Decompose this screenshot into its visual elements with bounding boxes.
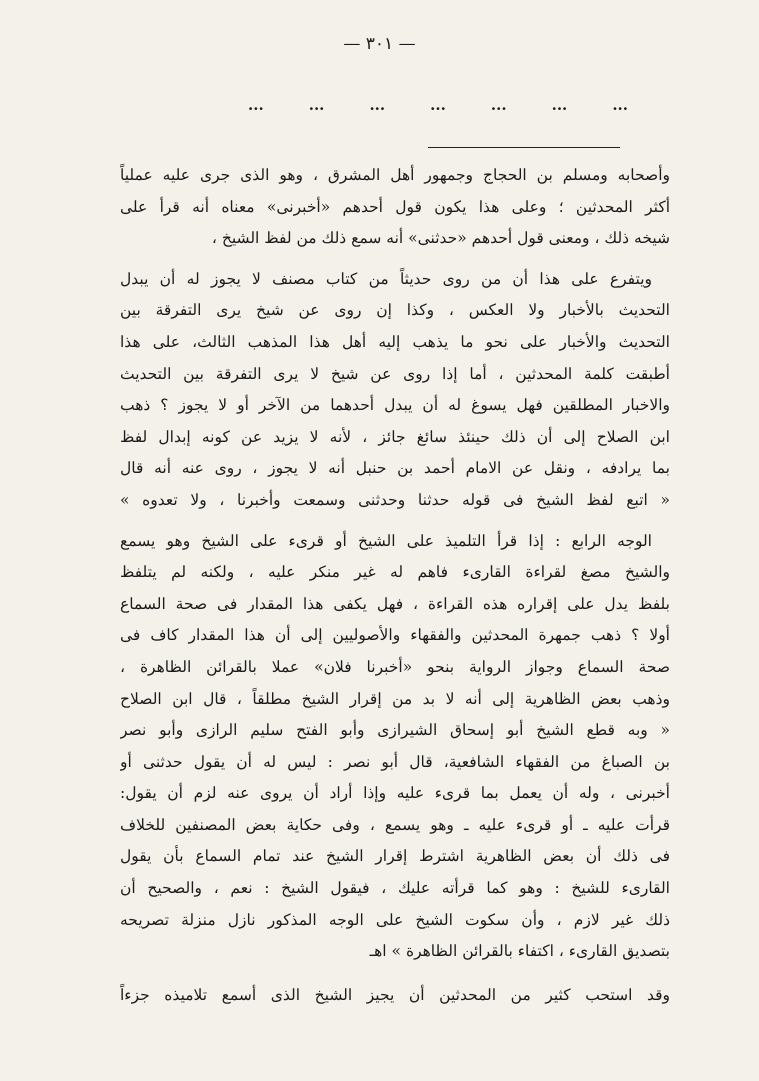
paragraph xyxy=(120,980,670,1012)
ellipsis-mark: ... xyxy=(551,96,568,114)
body-text xyxy=(120,160,670,1011)
text-line: الوجه الرابع : إذا قرأ التلميذ على الشيخ أو قرىء على الشيخ وهو يسمع xyxy=(120,531,652,550)
text-line: وذهب بعض الظاهرية إلى أنه لا بد من إقرار الشيخ مطلقاً ، قال ابن الصلاح xyxy=(120,689,670,708)
text-line: قرأت عليه ـ أو قرىء عليه ـ وهو يسمع ، وفى حكاية بعض المصنفين للخلاف xyxy=(120,815,670,834)
text-line: بما يرادفه ، ونقل عن الامام أحمد بن حنبل أنه لا يجوز ، روى عنه أنه قال xyxy=(120,459,670,478)
text-line: التحديث بالأخبار ولا العكس ، وكذا إن روى عن شيخ يرى التفرقة بين xyxy=(120,301,670,320)
text-line: وقد استحب كثير من المحدثين أن يجيز الشيخ الذى أسمع تلاميذه جزءاً xyxy=(120,985,670,1004)
ellipsis-mark: ... xyxy=(248,96,264,114)
text-line: بلفظ يدل على إقراره هذه القراءة ، فهل يكفى هذا المقدار فى صحة السماع xyxy=(120,594,670,613)
text-line: أطبقت كلمة المحدثين ، أما إذا روى عن شيخ لا يرى التفرقة بين التحديث xyxy=(120,364,670,383)
text-line: فى ذلك أن بعض الظاهرية اشترط إقرار الشيخ عند تمام السماع بأن يقول xyxy=(120,847,670,866)
text-line: ويتفرع على هذا أن من روى حديثاً من كتاب مصنف لا يجوز له أن يبدل xyxy=(120,269,652,288)
text-line: أخبرنى ، وله أن يعمل بما قرىء عليه وإذا أراد أن يروى عنه لزم أن يقول: xyxy=(120,784,670,803)
text-line: بتصديق القارىء ، اكتفاء بالقرائن الظاهرة » اهـ xyxy=(369,942,670,961)
text-line: أكثر المحدثين ؛ وعلى هذا يكون قول أحدهم «أخبرنى» معناه أنه قرأ على xyxy=(120,197,670,216)
text-line: القارىء للشيخ : وهو كما قرأته عليك ، فيقول الشيخ : نعم ، والصحيح أن xyxy=(120,879,670,898)
text-line: « اتبع لفظ الشيخ فى قوله حدثنا وحدثنى وسمعت وأخبرنا ، ولا تعدوه » xyxy=(120,490,670,509)
text-line: شيخه ذلك ، ومعنى قول أحدهم «حدثنى» أنه سمع ذلك من لفظ الشيخ ، xyxy=(211,229,670,248)
text-line: وأصحابه ومسلم بن الحجاج وجمهور أهل المشرق ، وهو الذى جرى عليه عملياً xyxy=(120,166,670,184)
paragraph xyxy=(120,526,670,968)
paragraph xyxy=(120,160,670,255)
text-line: التحديث والأخبار على نحو ما يذهب إليه أهل هذا المذهب الثالث، على هذا xyxy=(120,332,670,351)
page-number: — ٣٠١ — xyxy=(343,34,416,54)
text-line: بن الصباغ من الفقهاء الشافعية، قال أبو نصر : ليس له أن يقول حدثنى أو xyxy=(120,752,670,771)
ellipsis-mark: ... xyxy=(490,96,507,114)
text-line: ذلك غير لازم ، وأن سكوت الشيخ على الوجه المذكور نازل منزلة تصريحه xyxy=(120,910,670,929)
text-line: والاخبار المطلقين فهل يسوغ له أن يبدل أحدهما من الآخر أو لا يجوز ؟ ذهب xyxy=(120,396,670,415)
text-line: أولا ؟ ذهب جمهرة المحدثين والفقهاء والأصوليين إلى أن هذا المقدار كاف فى xyxy=(120,626,670,645)
ellipsis-mark: ... xyxy=(612,96,628,114)
ellipsis-mark: ... xyxy=(430,96,446,114)
divider-rule xyxy=(428,147,620,148)
text-line: صحة السماع وجواز الرواية بنحو «أخبرنا فلان» عملا بالقرائن الظاهرة ، xyxy=(120,657,670,676)
section-break-ellipsis xyxy=(248,96,628,114)
text-line: والشيخ مصغ لقراءة القارىء فاهم له غير منكر عليه ، ولكنه لم يتلفظ xyxy=(120,563,670,582)
ellipsis-mark: ... xyxy=(308,96,325,114)
paragraph xyxy=(120,264,670,517)
text-line: « وبه قطع الشيخ أبو إسحاق الشيرازى وأبو الفتح سليم الرازى وأبو نصر xyxy=(120,721,670,740)
ellipsis-mark: ... xyxy=(369,96,386,114)
text-line: ابن الصلاح إلى أن ذلك حينئذ سائغ جائز ، لأنه لا يزيد عن كونه إبدال لفظ xyxy=(120,427,670,446)
